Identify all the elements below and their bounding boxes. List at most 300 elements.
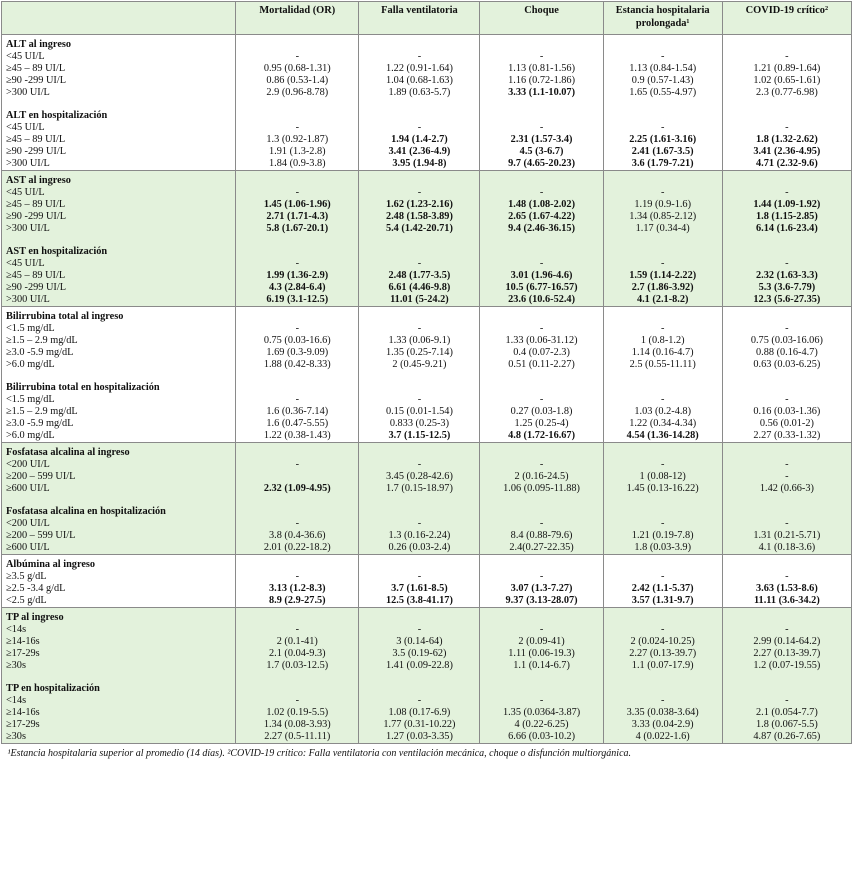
value-cell: 1.44 (1.09-1.92): [753, 199, 821, 210]
value-cell: -: [295, 695, 299, 706]
section-gap: [726, 371, 848, 382]
section-gap: [362, 235, 476, 246]
group-value-cell: [722, 555, 851, 608]
value-cell: 1.8 (0.067-5.5): [755, 719, 818, 730]
group-value-cell: [236, 307, 359, 443]
row-label: ≥45 – 89 UI/L: [6, 63, 66, 74]
value-cell: -: [539, 571, 544, 582]
group-label-cell: [2, 171, 236, 307]
value-cell: -: [417, 122, 422, 133]
section-title-spacer: [607, 683, 719, 695]
value-cell: 8.9 (2.9-27.5): [268, 595, 326, 606]
value-cell: 4.87 (0.26-7.65): [753, 731, 821, 742]
value-cell: -: [539, 624, 544, 635]
section-gap: [483, 235, 599, 246]
value-cell: 1.13 (0.81-1.56): [508, 63, 576, 74]
value-cell: 2.1 (0.054-7.7): [755, 707, 818, 718]
value-cell: -: [660, 518, 665, 529]
value-cell: 1.89 (0.63-5.7): [388, 87, 451, 98]
value-cell: 1.08 (0.17-6.9): [388, 707, 451, 718]
value-cell: -: [417, 394, 422, 405]
section-title-spacer: [362, 110, 476, 122]
row-label: <45 UI/L: [6, 122, 45, 133]
section-title-spacer: [239, 612, 355, 624]
row-label: ≥30s: [6, 731, 26, 742]
value-cell: -: [539, 122, 544, 133]
value-cell: 1.6 (0.36-7.14): [266, 406, 329, 417]
value-cell: 3.33 (0.04-2.9): [631, 719, 694, 730]
value-cell: 2.99 (0.14-64.2): [753, 636, 821, 647]
value-cell: 1 (0.08-12): [639, 471, 686, 482]
section-gap: [6, 235, 232, 246]
row-label: ≥14-16s: [6, 636, 40, 647]
row-label: ≥600 UI/L: [6, 542, 50, 553]
section-title: Fosfatasa alcalina al ingreso: [6, 447, 130, 458]
value-cell: 1.22 (0.38-1.43): [263, 430, 331, 441]
section-title-spacer: [483, 382, 599, 394]
section-title: TP al ingreso: [6, 612, 64, 623]
value-cell: -: [417, 51, 422, 62]
value-cell: 5.4 (1.42-20.71): [385, 223, 453, 234]
value-cell: 2 (0.024-10.25): [630, 636, 695, 647]
value-cell: 4.71 (2.32-9.6): [755, 158, 818, 169]
row-label: ≥30s: [6, 660, 26, 671]
value-cell: 0.88 (0.16-4.7): [755, 347, 818, 358]
value-cell: 1.04 (0.68-1.63): [385, 75, 453, 86]
row-label: >300 UI/L: [6, 223, 50, 234]
value-cell: 3.5 (0.19-62): [392, 648, 447, 659]
value-cell: -: [295, 571, 299, 582]
value-cell: -: [785, 624, 789, 635]
row-label: ≥90 -299 UI/L: [6, 146, 66, 157]
section-title-spacer: [362, 506, 476, 518]
section-title-spacer: [607, 175, 719, 187]
row-label: ≥45 – 89 UI/L: [6, 270, 66, 281]
section-title-spacer: [726, 39, 848, 51]
section-gap: [6, 672, 232, 683]
section-title-spacer: [362, 246, 476, 258]
value-cell: 1.69 (0.3-9.09): [266, 347, 329, 358]
value-cell: 0.75 (0.03-16.06): [750, 335, 823, 346]
value-cell: 0.27 (0.03-1.8): [510, 406, 573, 417]
section-title-spacer: [239, 506, 355, 518]
section-title: AST al ingreso: [6, 175, 71, 186]
value-cell: 4.1 (0.18-3.6): [758, 542, 816, 553]
group-value-cell: [236, 171, 359, 307]
table-row-group: [2, 171, 852, 307]
header-cell-choque: Choque: [480, 2, 603, 35]
section-title-spacer: [362, 382, 476, 394]
group-value-cell: [359, 608, 480, 744]
group-value-cell: [603, 35, 722, 171]
group-value-cell: [359, 171, 480, 307]
section-title-spacer: [483, 559, 599, 571]
section-gap: [239, 672, 355, 683]
section-title-spacer: [239, 39, 355, 51]
section-title: AST en hospitalización: [6, 246, 108, 257]
value-cell: 1.16 (0.72-1.86): [508, 75, 576, 86]
value-cell: 2.48 (1.58-3.89): [385, 211, 453, 222]
value-cell: 2.9 (0.96-8.78): [266, 87, 329, 98]
group-label-cell: [2, 608, 236, 744]
section-title-spacer: [726, 447, 848, 459]
table-body: [2, 35, 852, 744]
row-label: <45 UI/L: [6, 258, 45, 269]
value-cell: -: [295, 258, 299, 269]
value-cell: 1.45 (0.13-16.22): [626, 483, 699, 494]
value-cell: 2.41 (1.67-3.5): [631, 146, 694, 157]
value-cell: 5.3 (3.6-7.79): [758, 282, 816, 293]
value-cell: 1.03 (0.2-4.8): [634, 406, 691, 417]
value-cell: 11.01 (5-24.2): [390, 294, 449, 305]
section-gap: [607, 235, 719, 246]
value-cell: -: [660, 695, 665, 706]
value-cell: -: [785, 571, 789, 582]
value-cell: -: [295, 323, 299, 334]
value-cell: 3.57 (1.31-9.7): [631, 595, 694, 606]
section-title-spacer: [239, 683, 355, 695]
value-cell: -: [417, 323, 422, 334]
group-value-cell: [480, 608, 603, 744]
value-cell: 2.27 (0.33-1.32): [753, 430, 821, 441]
value-cell: 3.13 (1.2-8.3): [268, 583, 326, 594]
section-title-spacer: [607, 382, 719, 394]
section-title-spacer: [607, 612, 719, 624]
row-label: ≥17-29s: [6, 719, 40, 730]
section-title-spacer: [607, 246, 719, 258]
section-title-spacer: [483, 447, 599, 459]
section-title-spacer: [483, 110, 599, 122]
value-cell: 1.7 (0.15-18.97): [385, 483, 453, 494]
value-cell: -: [785, 122, 789, 133]
section-title-spacer: [483, 612, 599, 624]
row-label: ≥90 -299 UI/L: [6, 282, 66, 293]
section-title-spacer: [483, 175, 599, 187]
section-title-spacer: [362, 311, 476, 323]
value-cell: 1.02 (0.65-1.61): [753, 75, 821, 86]
value-cell: 1.2 (0.07-19.55): [753, 660, 821, 671]
group-value-cell: [359, 35, 480, 171]
value-cell: -: [417, 258, 422, 269]
section-gap: [6, 495, 232, 506]
value-cell: -: [785, 323, 789, 334]
section-gap: [239, 371, 355, 382]
table-row-group: [2, 555, 852, 608]
value-cell: -: [785, 518, 789, 529]
row-label: ≥1.5 – 2.9 mg/dL: [6, 406, 78, 417]
section-title-spacer: [483, 506, 599, 518]
value-cell: 4.5 (3-6.7): [519, 146, 564, 157]
value-cell: -: [295, 187, 299, 198]
value-cell: 2.01 (0.22-18.2): [263, 542, 331, 553]
section-gap: [239, 99, 355, 110]
value-cell: 5.8 (1.67-20.1): [266, 223, 329, 234]
value-cell: 6.14 (1.6-23.4): [755, 223, 818, 234]
section-title-spacer: [726, 175, 848, 187]
value-cell: 2.48 (1.77-3.5): [388, 270, 451, 281]
row-label: >300 UI/L: [6, 158, 50, 169]
value-cell: 3.63 (1.53-8.6): [755, 583, 818, 594]
header-cell-label: [2, 2, 236, 35]
table-row-group: [2, 443, 852, 555]
group-label-cell: [2, 307, 236, 443]
value-cell: 0.56 (0.01-2): [759, 418, 814, 429]
section-gap: [607, 371, 719, 382]
value-cell: 1.21 (0.89-1.64): [753, 63, 821, 74]
row-label: ≥3.0 -5.9 mg/dL: [6, 418, 74, 429]
section-title-spacer: [239, 447, 355, 459]
value-cell: 1.13 (0.84-1.54): [629, 63, 697, 74]
value-cell: -: [417, 187, 422, 198]
value-cell: 1.31 (0.21-5.71): [753, 530, 821, 541]
group-value-cell: [722, 35, 851, 171]
table-row-group: [2, 35, 852, 171]
value-cell: -: [417, 518, 422, 529]
section-title-spacer: [483, 246, 599, 258]
section-title: Bilirrubina total en hospitalización: [6, 382, 160, 393]
value-cell: 1.8 (1.32-2.62): [755, 134, 818, 145]
value-cell: 1.45 (1.06-1.96): [263, 199, 331, 210]
row-label: <14s: [6, 695, 27, 706]
section-gap: [362, 672, 476, 683]
section-gap: [726, 672, 848, 683]
value-cell: -: [785, 258, 789, 269]
value-cell: 3.6 (1.79-7.21): [631, 158, 694, 169]
value-cell: 3.41 (2.36-4.9): [388, 146, 451, 157]
group-value-cell: [722, 443, 851, 555]
section-title: Albúmina al ingreso: [6, 559, 96, 570]
value-cell: 1.3 (0.92-1.87): [266, 134, 329, 145]
value-cell: 1.8 (1.15-2.85): [755, 211, 818, 222]
value-cell: 2.3 (0.77-6.98): [755, 87, 818, 98]
value-cell: 1.62 (1.23-2.16): [385, 199, 453, 210]
value-cell: 0.15 (0.01-1.54): [385, 406, 453, 417]
table-row-group: [2, 608, 852, 744]
row-label: ≥600 UI/L: [6, 483, 50, 494]
value-cell: 9.4 (2.46-36.15): [508, 223, 576, 234]
header-cell-mortalidad: Mortalidad (OR): [236, 2, 359, 35]
section-title-spacer: [239, 382, 355, 394]
value-cell: -: [295, 394, 299, 405]
value-cell: 3.33 (1.1-10.07): [508, 87, 576, 98]
group-value-cell: [480, 35, 603, 171]
row-label: >300 UI/L: [6, 294, 50, 305]
section-title-spacer: [607, 311, 719, 323]
footnote-row: [2, 744, 852, 761]
value-cell: 1.65 (0.55-4.97): [629, 87, 697, 98]
value-cell: 0.9 (0.57-1.43): [631, 75, 694, 86]
row-label: >6.0 mg/dL: [6, 430, 55, 441]
value-cell: 2.1 (0.04-9.3): [268, 648, 326, 659]
row-label: <1.5 mg/dL: [6, 394, 55, 405]
value-cell: -: [539, 51, 544, 62]
value-cell: 1.19 (0.9-1.6): [634, 199, 691, 210]
value-cell: 1.84 (0.9-3.8): [268, 158, 326, 169]
value-cell: 3.7 (1.61-8.5): [391, 583, 448, 594]
value-cell: 6.19 (3.1-12.5): [266, 294, 329, 305]
value-cell: -: [539, 459, 544, 470]
section-title-spacer: [362, 447, 476, 459]
value-cell: 2.71 (1.71-4.3): [266, 211, 329, 222]
section-title-spacer: [726, 110, 848, 122]
value-cell: 12.5 (3.8-41.17): [385, 595, 453, 606]
section-title-spacer: [607, 39, 719, 51]
value-cell: 2 (0.1-41): [276, 636, 318, 647]
section-gap: [483, 371, 599, 382]
section-title-spacer: [239, 311, 355, 323]
value-cell: 4.3 (2.84-6.4): [268, 282, 326, 293]
row-label: ≥2.5 -3.4 g/dL: [6, 583, 66, 594]
section-gap: [362, 495, 476, 506]
value-cell: -: [295, 51, 299, 62]
section-title-spacer: [483, 311, 599, 323]
value-cell: 0.86 (0.53-1.4): [266, 75, 329, 86]
value-cell: 1.06 (0.095-11.88): [503, 483, 580, 494]
value-cell: 1.14 (0.16-4.7): [631, 347, 694, 358]
value-cell: 2.31 (1.57-3.4): [510, 134, 573, 145]
value-cell: 1.34 (0.85-2.12): [629, 211, 697, 222]
group-value-cell: [722, 608, 851, 744]
value-cell: -: [660, 394, 665, 405]
section-title: TP en hospitalización: [6, 683, 100, 694]
value-cell: -: [660, 459, 665, 470]
row-label: <1.5 mg/dL: [6, 323, 55, 334]
value-cell: -: [539, 518, 544, 529]
group-value-cell: [480, 307, 603, 443]
value-cell: 2.32 (1.09-4.95): [263, 483, 331, 494]
value-cell: 0.95 (0.68-1.31): [263, 63, 331, 74]
value-cell: 1.27 (0.03-3.35): [385, 731, 453, 742]
section-gap: [362, 371, 476, 382]
value-cell: 2 (0.45-9.21): [392, 359, 447, 370]
value-cell: 23.6 (10.6-52.4): [508, 294, 576, 305]
value-cell: 10.5 (6.77-16.57): [505, 282, 578, 293]
value-cell: -: [785, 51, 789, 62]
value-cell: 4 (0.22-6.25): [514, 719, 569, 730]
value-cell: 0.26 (0.03-2.4): [388, 542, 451, 553]
value-cell: 1.21 (0.19-7.8): [631, 530, 694, 541]
value-cell: 1.33 (0.06-9.1): [388, 335, 451, 346]
value-cell: -: [660, 624, 665, 635]
section-title-spacer: [726, 506, 848, 518]
value-cell: -: [785, 695, 789, 706]
value-cell: -: [785, 471, 789, 482]
value-cell: 3.01 (1.96-4.6): [510, 270, 573, 281]
value-cell: 1.17 (0.34-4): [635, 223, 690, 234]
value-cell: -: [539, 323, 544, 334]
header-cell-falla-ventilatoria: Falla ventilatoria: [359, 2, 480, 35]
group-value-cell: [480, 171, 603, 307]
section-title-spacer: [726, 382, 848, 394]
group-value-cell: [236, 608, 359, 744]
results-table: [1, 1, 852, 760]
value-cell: 2.32 (1.63-3.3): [755, 270, 818, 281]
value-cell: 3.45 (0.28-42.6): [385, 471, 453, 482]
row-label: ≥90 -299 UI/L: [6, 75, 66, 86]
value-cell: 0.75 (0.03-16.6): [263, 335, 331, 346]
value-cell: 4.1 (2.1-8.2): [636, 294, 689, 305]
value-cell: 6.66 (0.03-10.2): [508, 731, 576, 742]
value-cell: -: [660, 258, 665, 269]
section-gap: [239, 235, 355, 246]
value-cell: [239, 471, 355, 483]
section-gap: [607, 99, 719, 110]
value-cell: 2.7 (1.86-3.92): [631, 282, 694, 293]
group-value-cell: [480, 555, 603, 608]
section-title-spacer: [239, 246, 355, 258]
value-cell: 1.35 (0.25-7.14): [385, 347, 453, 358]
group-value-cell: [722, 171, 851, 307]
section-title-spacer: [362, 559, 476, 571]
row-label: <45 UI/L: [6, 51, 45, 62]
row-label: ≥17-29s: [6, 648, 40, 659]
row-label: ≥200 – 599 UI/L: [6, 471, 76, 482]
group-value-cell: [236, 443, 359, 555]
value-cell: 1.6 (0.47-5.55): [266, 418, 329, 429]
value-cell: 1.1 (0.14-6.7): [513, 660, 570, 671]
row-label: ≥90 -299 UI/L: [6, 211, 66, 222]
row-label: ≥1.5 – 2.9 mg/dL: [6, 335, 78, 346]
group-label-cell: [2, 555, 236, 608]
section-title-spacer: [607, 110, 719, 122]
section-title-spacer: [607, 506, 719, 518]
value-cell: 2.27 (0.5-11.11): [264, 731, 331, 742]
value-cell: 1 (0.8-1.2): [640, 335, 685, 346]
section-gap: [726, 235, 848, 246]
value-cell: 1.11 (0.06-19.3): [508, 648, 575, 659]
value-cell: 1.1 (0.07-17.9): [631, 660, 694, 671]
value-cell: 0.16 (0.03-1.36): [753, 406, 821, 417]
value-cell: 2.4(0.27-22.35): [509, 542, 574, 553]
value-cell: 1.22 (0.34-4.34): [629, 418, 697, 429]
value-cell: 1.94 (1.4-2.7): [391, 134, 448, 145]
section-gap: [483, 99, 599, 110]
section-title: ALT al ingreso: [6, 39, 72, 50]
value-cell: 2 (0.16-24.5): [514, 471, 569, 482]
value-cell: 3.35 (0.038-3.64): [626, 707, 699, 718]
value-cell: 4 (0.022-1.6): [635, 731, 690, 742]
value-cell: 3.07 (1.3-7.27): [510, 583, 573, 594]
value-cell: 2.42 (1.1-5.37): [631, 583, 694, 594]
group-value-cell: [236, 555, 359, 608]
footnote: ¹Estancia hospitalaria superior al promedio (14 días). ²COVID-19 crítico: Falla ventilatoria con ventilación mecánica, choque o disfunción multiorgánica.: [2, 744, 852, 761]
section-gap: [726, 99, 848, 110]
group-value-cell: [603, 608, 722, 744]
row-label: <200 UI/L: [6, 459, 50, 470]
row-label: >6.0 mg/dL: [6, 359, 55, 370]
section-title-spacer: [239, 110, 355, 122]
value-cell: -: [660, 187, 665, 198]
header-row: [2, 2, 852, 35]
section-gap: [726, 495, 848, 506]
value-cell: 3.7 (1.15-12.5): [388, 430, 451, 441]
value-cell: -: [660, 51, 665, 62]
section-title: ALT en hospitalización: [6, 110, 108, 121]
value-cell: -: [417, 695, 422, 706]
section-gap: [483, 495, 599, 506]
value-cell: -: [295, 122, 299, 133]
value-cell: -: [417, 624, 422, 635]
section-title-spacer: [726, 683, 848, 695]
value-cell: 0.833 (0.25-3): [389, 418, 450, 429]
header-cell-estancia: Estancia hospitalaria prolongada¹: [603, 2, 722, 35]
value-cell: -: [295, 459, 299, 470]
value-cell: 1.3 (0.16-2.24): [388, 530, 451, 541]
section-title-spacer: [239, 559, 355, 571]
value-cell: 9.7 (4.65-20.23): [508, 158, 576, 169]
value-cell: -: [785, 459, 789, 470]
value-cell: 2.27 (0.13-39.7): [629, 648, 697, 659]
